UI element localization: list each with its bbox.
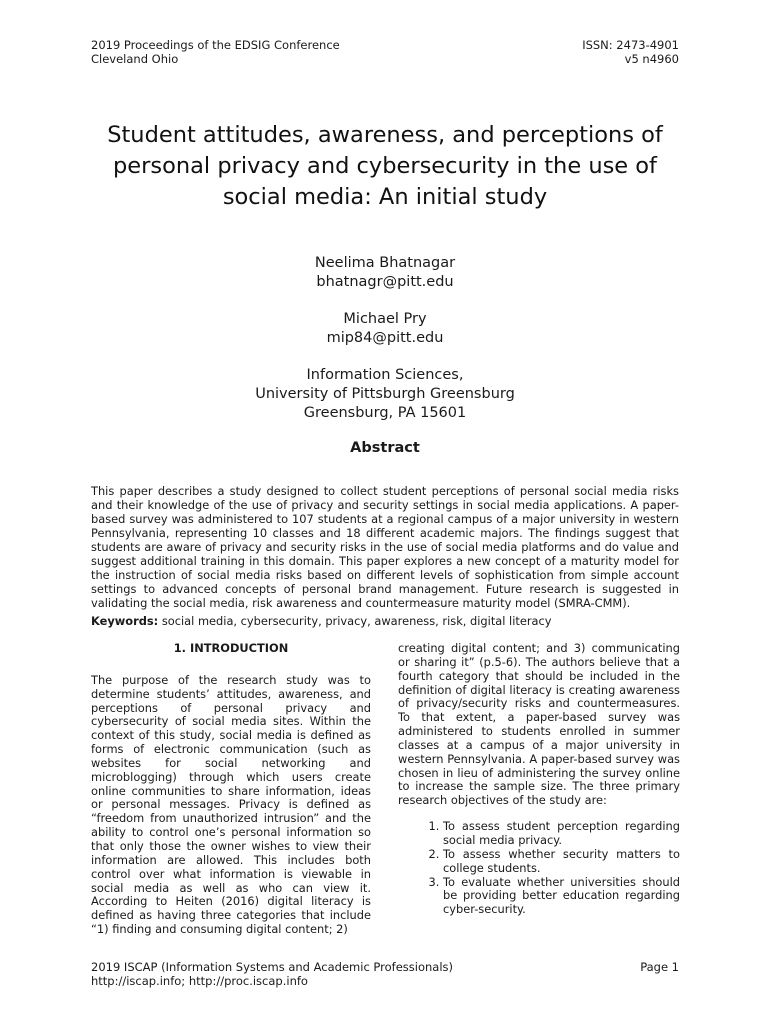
conference-location: Cleveland Ohio xyxy=(91,52,179,66)
author-name: Michael Pry xyxy=(343,311,427,327)
footer-left xyxy=(91,960,453,988)
keywords xyxy=(91,614,691,628)
list-item: 3. To evaluate whether universities should be providing better education regarding cyber-security. xyxy=(443,876,680,918)
running-header-left xyxy=(91,38,340,66)
volume-number: v5 n4960 xyxy=(624,52,679,66)
intro-paragraph-continued: creating digital content; and 3) communicating or sharing it” (p.5-6). The authors believe that a fourth category that should be included in the definition of digital literacy is creating awareness of privacy/security risks and countermeasures. To that extent, a paper-based survey was administered to students enrolled in summer classes at a campus of a major university in western Pennsylvania. A paper-based survey was chosen in lieu of administering the survey online to increase the sample size. The three primary research objectives of the study are: xyxy=(398,641,680,808)
author-block xyxy=(60,254,710,423)
objectives-list xyxy=(398,820,680,917)
list-item: 1. To assess student perception regarding social media privacy. xyxy=(443,820,680,848)
keywords-label: Keywords: xyxy=(91,614,159,628)
section-heading: 1. INTRODUCTION xyxy=(173,641,289,655)
title-line: personal privacy and cybersecurity in the use of xyxy=(113,153,657,179)
affiliation-line: Information Sciences, xyxy=(306,367,464,383)
right-column xyxy=(398,642,680,917)
list-item: 2. To assess whether security matters to college students. xyxy=(443,848,680,876)
title-line: Student attitudes, awareness, and perceptions of xyxy=(107,122,663,148)
author-name: Neelima Bhatnagar xyxy=(314,255,456,271)
footer-org: 2019 ISCAP (Information Systems and Academic Professionals) xyxy=(91,960,454,974)
page-number: Page 1 xyxy=(640,960,679,974)
title-line: social media: An initial study xyxy=(222,184,548,210)
author-email: bhatnagr@pitt.edu xyxy=(316,274,454,290)
abstract-text: This paper describes a study designed to collect student perceptions of personal social media risks and their knowledge of the use of privacy and security settings in social media applications. A paper-based survey was administered to 107 students at a regional campus of a major university in western Pennsylvania, representing 10 classes and 18 different academic majors. The findings suggest that students are aware of privacy and security risks in the use of social media platforms and do value and suggest additional training in this domain. This paper explores a new concept of a maturity model for the instruction of social media risks based on different levels of sophistication from simple account settings to advanced concepts of personal brand management. Future research is suggested in validating the social media, risk awareness and countermeasure maturity model (SMRA-CMM). xyxy=(91,484,679,611)
affiliation-line: Greensburg, PA 15601 xyxy=(303,405,467,421)
intro-paragraph: The purpose of the research study was to determine students’ attitudes, awareness, and perceptions of personal privacy and cybersecurity of social media sites. Within the context of this study, social media is defined as forms of electronic communication (such as websites for social networking and microblogging) through which users create online communities to share information, ideas or personal messages. Privacy is defined as “freedom from unauthorized intrusion” and the ability to control one’s personal information so that only those the owner wishes to view their information are allowed. This includes both control over what information is viewable in social media as well as who can view it. According to Heiten (2016) digital literacy is defined as having three categories that include “1) finding and consuming digital content; 2) xyxy=(91,672,371,937)
issn: ISSN: 2473-4901 xyxy=(582,38,679,52)
abstract-heading: Abstract xyxy=(350,440,420,456)
paper-title xyxy=(60,120,710,213)
footer-urls: http://iscap.info; http://proc.iscap.info xyxy=(91,974,308,988)
author-email: mip84@pitt.edu xyxy=(326,330,444,346)
keywords-list: social media, cybersecurity, privacy, awareness, risk, digital literacy xyxy=(158,614,552,628)
affiliation-line: University of Pittsburgh Greensburg xyxy=(255,386,515,402)
left-column xyxy=(91,642,371,937)
conference-name: 2019 Proceedings of the EDSIG Conference xyxy=(91,38,340,52)
running-header-right xyxy=(582,38,679,66)
